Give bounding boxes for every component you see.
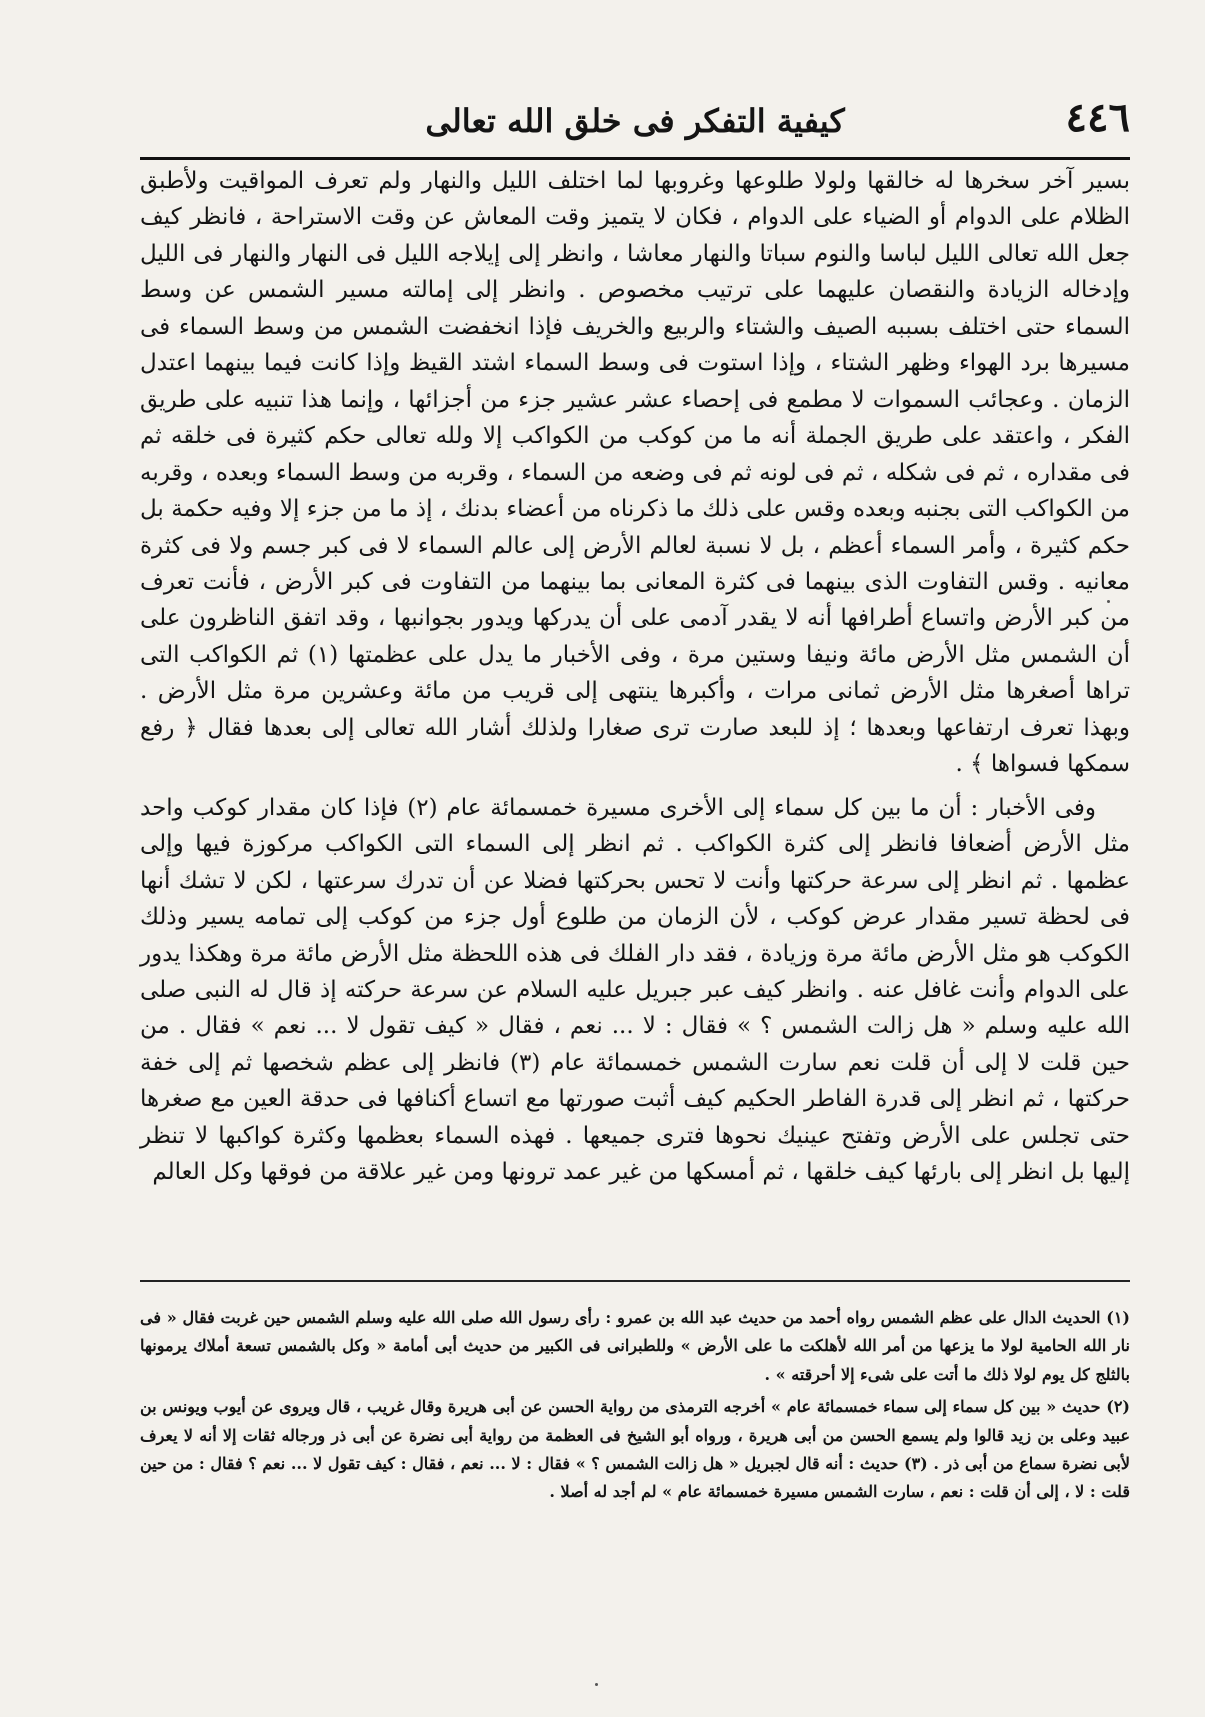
scan-speck bbox=[595, 1683, 598, 1686]
running-title: كيفية التفكر فى خلق الله تعالى bbox=[425, 102, 845, 140]
scan-speck bbox=[1107, 600, 1110, 603]
page-number: ٤٤٦ bbox=[1065, 94, 1130, 141]
footnotes bbox=[140, 1304, 1130, 1511]
body-paragraph-2: وفى الأخبار : أن ما بين كل سماء إلى الأخرى مسيرة خمسمائة عام (٢) فإذا كان مقدار كوكب واحد مثل الأرض أضعافا فانظر إلى كثرة الكواكب . ثم انظر إلى السماء التى الكواكب مركوزة فيها وإلى عظمها . ثم انظر إلى سرعة حركتها وأنت لا تحس بحركتها فضلا عن أن تدرك سرعتها ، لكن لا تشك أنها فى لحظة تسير مقدار عرض كوكب ، لأن الزمان من طلوع أول جزء من كوكب إلى تمامه يسير وذلك الكوكب هو مثل الأرض مائة مرة وزيادة ، فقد دار الفلك فى هذه اللحظة مثل الأرض مائة مرة وهكذا يدور على الدوام وأنت غافل عنه . وانظر كيف عبر جبريل عليه السلام عن سرعة حركته إذ قال له النبى صلى الله عليه وسلم « هل زالت الشمس ؟ » فقال : لا ... نعم ، فقال « كيف تقول لا ... نعم » فقال . من حين قلت لا إلى أن قلت نعم سارت الشمس خمسمائة عام (٣) فانظر إلى عظم شخصها ثم إلى خفة حركتها ، ثم انظر إلى قدرة الفاطر الحكيم كيف أثبت صورتها مع اتساع أكنافها فى حدقة العين مع صغرها حتى تجلس على الأرض وتفتح عينيك نحوها فترى جميعها . فهذه السماء بعظمها وكثرة كواكبها لا تنظر إليها بل انظر إلى بارئها كيف خلقها ، ثم أمسكها من غير عمد ترونها ومن غير علاقة من فوقها وكل العالم bbox=[140, 794, 1130, 1186]
footnote-2-3: (٢) حديث « بين كل سماء إلى سماء خمسمائة عام » أخرجه الترمذى من رواية الحسن عن أبى هريرة وقال غريب ، قال ويروى عن أيوب ويونس بن عبيد وعلى بن زيد قالوا ولم يسمع الحسن من أبى هريرة ، ورواه أبو الشيخ فى العظمة من رواية أبى نضرة عن أبى ذر ورجاله ثقات إلا أنه لا يعرف لأبى نضرة سماع من أبى ذر . (٣) حديث : أنه قال لجبريل « هل زالت الشمس ؟ » فقال : لا ... نعم ، فقال : كيف تقول لا ... نعم ؟ فقال : من حين قلت : لا ، إلى أن قلت : نعم ، سارت الشمس مسيرة خمسمائة عام » لم أجد له أصلا . bbox=[140, 1397, 1131, 1502]
body-paragraph-1: بسير آخر سخرها له خالقها ولولا طلوعها وغروبها لما اختلف الليل والنهار ولم تعرف المواقيت ولأطبق الظلام على الدوام أو الضياء على الدوام ، فكان لا يتميز وقت المعاش عن وقت الاستراحة ، فانظر كيف جعل الله تعالى الليل لباسا والنوم سباتا والنهار معاشا ، وانظر إلى إيلاجه الليل فى النهار والنهار فى الليل وإدخاله الزيادة والنقصان عليهما على ترتيب مخصوص . وانظر إلى إمالته مسير الشمس عن وسط السماء حتى اختلف بسببه الصيف والشتاء والربيع والخريف فإذا انخفضت الشمس من وسط السماء فى مسيرها برد الهواء وظهر الشتاء ، وإذا استوت فى وسط السماء اشتد القيظ وإذا كانت فيما بينهما اعتدل الزمان . وعجائب السموات لا مطمع فى إحصاء عشر عشير جزء من أجزائها ، وإنما هذا تنبيه على طريق الفكر ، واعتقد على طريق الجملة أنه ما من كوكب من الكواكب إلا ولله تعالى حكم كثيرة فى خلقه ثم فى مقداره ، ثم فى شكله ، ثم فى لونه ثم فى وضعه من السماء ، وقربه من وسط السماء وبعده ، وقربه من الكواكب التى بجنبه وبعده وقس على ذلك ما ذكرناه من أعضاء بدنك ، إذ ما من جزء إلا وفيه حكمة بل حكم كثيرة ، وأمر السماء أعظم ، بل لا نسبة لعالم الأرض إلى عالم السماء لا فى كبر جسم ولا فى كثرة معانيه . وقس التفاوت الذى بينهما فى كثرة المعانى بما بينهما من التفاوت فى كبر الأرض ، فأنت تعرف من كبر الأرض واتساع أطرافها أنه لا يقدر آدمى على أن يدركها ويدور بجوانبها ، وقد اتفق الناظرون على أن الشمس مثل الأرض مائة ونيفا وستين مرة ، وفى الأخبار ما يدل على عظمتها (١) ثم الكواكب التى تراها أصغرها مثل الأرض ثمانى مرات ، وأكبرها ينتهى إلى قريب من مائة وعشرين مرة مثل الأرض . وبهذا تعرف ارتفاعها وبعدها ؛ إذ للبعد صارت ترى صغارا ولذلك أشار الله تعالى إلى بعدها فقال ﴿ رفع سمكها فسواها ﴾ . bbox=[140, 168, 1131, 778]
footnote-1: (١) الحديث الدال على عظم الشمس رواه أحمد من حديث عبد الله بن عمرو : رأى رسول الله صلى الله عليه وسلم الشمس حين غربت فقال « فى نار الله الحامية لولا ما يزعها من أمر الله لأهلكت ما على الأرض » وللطبرانى فى الكبير من حديث أبى أمامة « وكل بالشمس تسعة أملاك يرمونها بالثلج كل يوم لولا ذلك ما أتت على شىء إلا أحرقته » . bbox=[140, 1308, 1130, 1384]
footnote-rule bbox=[140, 1280, 1130, 1282]
main-text bbox=[140, 163, 1130, 1191]
header-rule bbox=[140, 157, 1130, 160]
page-header bbox=[140, 88, 1130, 158]
